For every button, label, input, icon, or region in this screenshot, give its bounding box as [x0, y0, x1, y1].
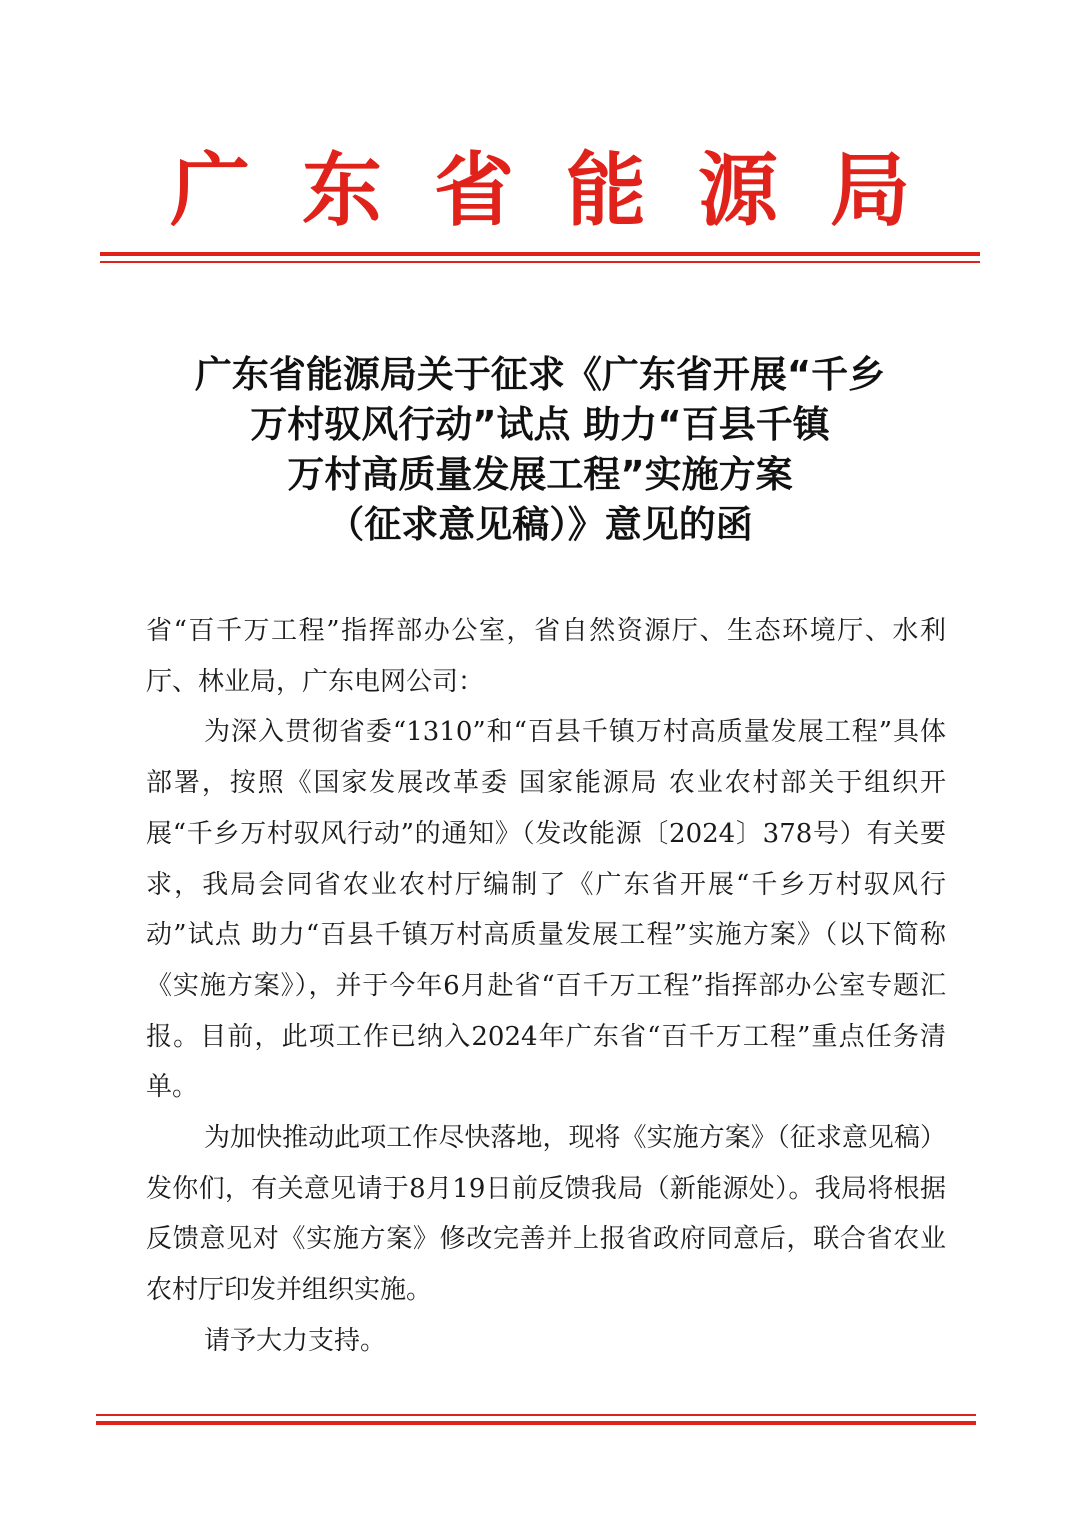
red-divider-thick-top	[100, 252, 980, 256]
masthead-char: 能	[566, 143, 646, 237]
title-line: 万村高质量发展工程”实施方案	[287, 453, 793, 496]
body-paragraph: 为深入贯彻省委“1310”和“百县千镇万村高质量发展工程”具体部署，按照《国家发展改革委 国家能源局 农业农村部关于组织开展“千乡万村驭风行动”的通知》（发改能源〔2024〕378号）有关要求，我局会同省农业农村厅编制了《广东省开展“千乡万村驭风行动”试点 助力“百县千镇万村高质量发展工程”实施方案》（以下简称《实施方案》），并于今年6月赴省“百千万工程”指挥部办公室专题汇报。目前，此项工作已纳入2024年广东省“百千万工程”重点任务清单。	[146, 717, 946, 1103]
title-line: 广东省能源局关于征求《广东省开展“千乡	[194, 353, 886, 396]
recipients: 省“百千万工程”指挥部办公室，省自然资源厅、生态环境厅、水利厅、林业局，广东电网公司：	[146, 616, 946, 697]
document-title	[130, 350, 950, 550]
masthead-char: 东	[302, 143, 382, 237]
masthead-issuer	[100, 140, 980, 240]
masthead-char: 源	[698, 143, 778, 237]
document-body	[146, 606, 946, 1367]
red-divider-thick-bottom	[96, 1421, 976, 1425]
red-divider-thin-top	[100, 261, 980, 263]
closing-line: 请予大力支持。	[204, 1325, 387, 1356]
body-paragraph: 为加快推动此项工作尽快落地，现将《实施方案》（征求意见稿）发你们，有关意见请于8月19日前反馈我局（新能源处）。我局将根据反馈意见对《实施方案》修改完善并上报省政府同意后，联合省农业农村厅印发并组织实施。	[146, 1123, 946, 1306]
red-divider-thin-bottom	[96, 1414, 976, 1416]
masthead-char: 广	[170, 143, 250, 237]
title-line: 万村驭风行动”试点 助力“百县千镇	[250, 403, 830, 446]
masthead-char: 局	[830, 143, 910, 237]
masthead-char: 省	[434, 143, 514, 237]
title-line: （征求意见稿）》意见的函	[327, 503, 753, 546]
